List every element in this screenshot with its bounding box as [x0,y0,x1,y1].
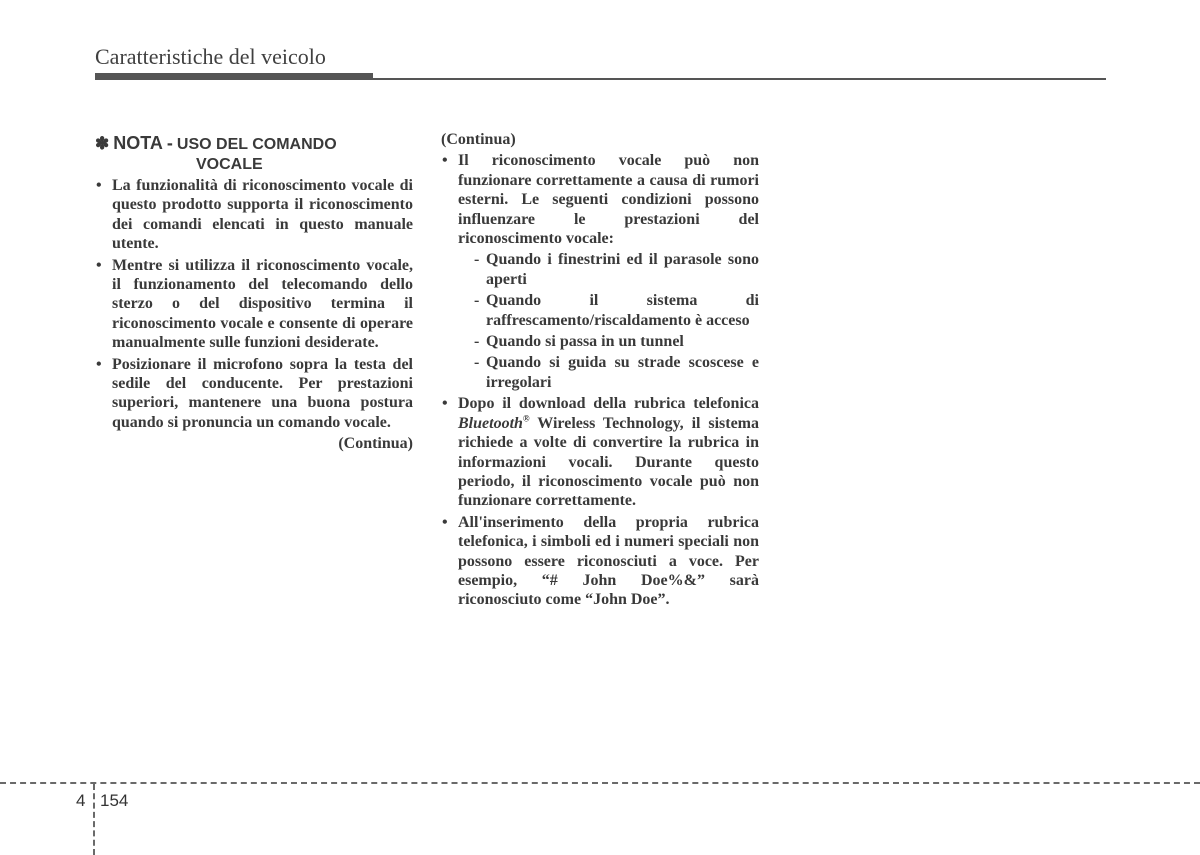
header-rule-thin [373,78,1106,80]
bullet-icon: • [96,177,102,194]
sub-list-item [458,291,759,330]
list-item [441,151,759,392]
list-item [95,256,413,353]
bullet-icon: • [96,355,102,373]
nota-heading [95,133,413,175]
nota-title-line2: VOCALE [196,156,263,173]
left-column [95,133,413,454]
bullet-icon: • [442,395,448,413]
list-item-text: Posizionare il microfono sopra la testa del sedile del conducente. Per prestazioni superiori, mantenere una buona postura quando si pronuncia un comando vocale. [112,355,413,431]
bluetooth-brand: Bluetooth [458,414,523,432]
list-item-text: Mentre si utilizza il riconoscimento vocale, il funzionamento del telecomando dello sterzo o del dispositivo termina il riconoscimento vocale e consente di operare manualmente sulle funzioni desiderate. [112,256,413,352]
sub-list-item-text: Quando si guida su strade scoscese e irregolari [486,354,759,391]
sub-list-item-text: Quando si passa in un tunnel [486,333,684,351]
dash-icon: - [474,354,480,372]
list-item [95,355,413,433]
list-item [441,513,759,610]
sub-list-item-text: Quando il sistema di raffrescamento/riscaldamento è acceso [486,292,759,329]
sub-list-item [458,353,759,392]
list-item-text-pre: Dopo il download della rubrica telefonica [458,395,759,413]
registered-mark: ® [522,413,530,424]
header-rule-thick [95,73,373,80]
sub-list-item [458,250,759,289]
footer-dashed-divider [93,784,95,855]
list-item-text: All'inserimento della propria rubrica telefonica, i simboli ed i numeri speciali non possono essere riconosciuti a voce. Per esempio, “# John Doe%&” sarà riconosciuto come “John Doe”. [458,513,759,609]
list-item-text: Il riconoscimento vocale può non funzionare correttamente a causa di rumori esterni. Le seguenti condizioni possono influenzare le prestazioni del riconoscimento vocale: [458,152,759,248]
page-header-title: Caratteristiche del veicolo [95,44,326,69]
list-item-text: La funzionalità di riconoscimento vocale di questo prodotto supporta il riconoscimento dei comandi elencati in questo manuale utente. [112,177,413,253]
right-column [441,130,759,610]
bullet-icon: • [96,256,102,274]
asterisk-icon: ✽ [95,134,110,153]
list-item [95,176,413,254]
dash-icon: - [474,251,480,269]
chapter-number: 4 [76,791,86,810]
page-number: 154 [100,791,129,810]
sub-list-item [458,332,759,351]
list-item-text-post: Wireless Technology, il sistema richiede a volte di convertire la rubrica in informazioni vocali. Durante questo periodo, il riconoscimento vocale può non funzionare correttamente. [458,414,760,510]
sub-list-item-text: Quando i finestrini ed il parasole sono aperti [486,251,759,288]
nota-label: NOTA [113,133,163,153]
footer-dashed-rule [0,782,1200,784]
dash-icon: - [474,333,480,351]
continua-label: (Continua) [338,435,413,453]
dash-icon: - [474,292,480,310]
bullet-icon: • [442,152,448,170]
nota-dash: - [166,133,173,153]
bullet-icon: • [442,513,448,531]
list-item [441,394,759,510]
continua-label: (Continua) [441,131,516,148]
nota-title-line1: USO DEL COMANDO [176,136,337,153]
